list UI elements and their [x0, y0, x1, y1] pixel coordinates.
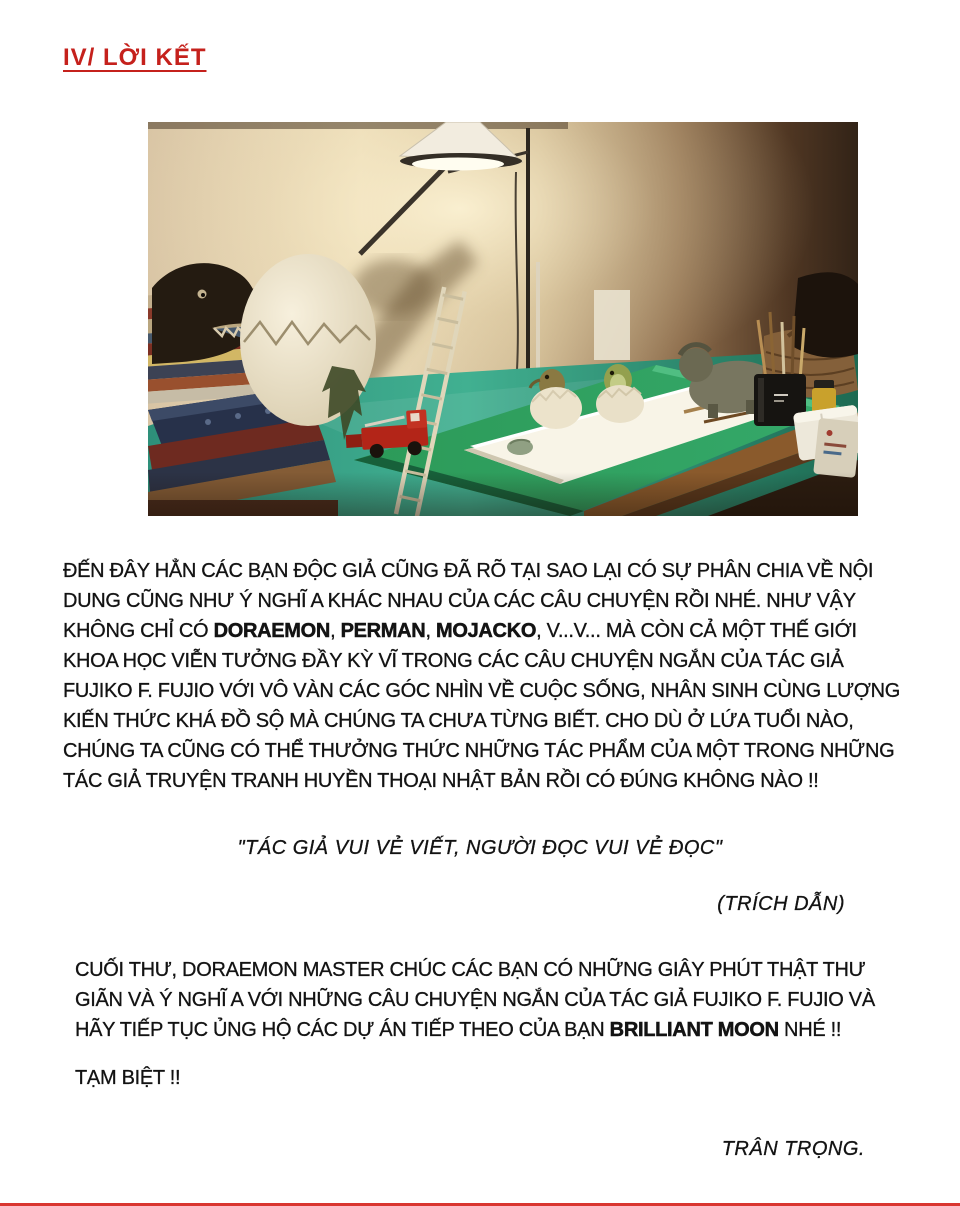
emphasized-text: MOJACKO: [435, 620, 537, 642]
body-text-segment: CUỐI THƯ, DORAEMON MASTER CHÚC CÁC BẠN CÓ NHỮNG GIÂY PHÚT THẬT THƯ GIÃN VÀ Ý NGHĨ A VỚI NHỮNG CÂU CHUYỆN NGẮN CỦA TÁC GIẢ FUJIKO F. FUJIO VÀ HÃY TIẾP TỤC ỦNG HỘ CÁC DỰ ÁN TIẾP THEO CỦA BẠN: [75, 959, 875, 1041]
paragraph-farewell: [75, 955, 910, 1045]
eraser: [507, 439, 533, 455]
emphasized-text: BRILLIANT MOON: [609, 1019, 779, 1041]
body-text-segment: ĐẾN ĐÂY HẲN CÁC BẠN ĐỘC GIẢ CŨNG ĐÃ RÕ TẠI SAO LẠI CÓ SỰ PHÂN CHIA VỀ NỘI DUNG CŨNG NHƯ Ý NGHĨ A KHÁC NHAU CỦA CÁC CÂU CHUYỆN RỒI NHÉ. NHƯ VẬY KHÔNG CHỈ CÓ: [63, 560, 874, 642]
body-text-segment: NHÉ !!: [778, 1019, 842, 1041]
paragraph-conclusion: [63, 556, 908, 796]
printed-cup: [813, 418, 858, 478]
desk-photo: [148, 122, 858, 516]
section-heading: IV/ LỜI KẾT: [63, 44, 207, 71]
body-text-segment: ,: [330, 620, 341, 642]
bottom-vignette: [148, 472, 858, 516]
desk-photo-illustration: [148, 122, 858, 516]
goodbye-line: TẠM BIỆT !!: [75, 1067, 181, 1089]
citation-line: (TRÍCH DẪN): [717, 893, 845, 915]
emphasized-text: PERMAN: [340, 620, 426, 642]
emphasized-text: DORAEMON: [213, 620, 331, 642]
body-text-segment: ,: [425, 620, 436, 642]
quote-line: "TÁC GIẢ VUI VẺ VIẾT, NGƯỜI ĐỌC VUI VẺ ĐỌC": [237, 837, 723, 859]
closing-line: TRÂN TRỌNG.: [721, 1138, 865, 1160]
body-text-segment: , V...V... MÀ CÒN CẢ MỘT THẾ GIỚI KHOA HỌC VIỄN TƯỞNG ĐẦY KỲ VĨ TRONG CÁC CÂU CHUYỆN NGẮN CỦA TÁC GIẢ FUJIKO F. FUJIO VỚI VÔ VÀN CÁC GÓC NHÌN VỀ CUỘC SỐNG, NHÂN SINH CÙNG LƯỢNG KIẾN THỨC KHÁ ĐỒ SỘ MÀ CHÚNG TA CHƯA TỪNG BIẾT. CHO DÙ Ở LỨA TUỔI NÀO, CHÚNG TA CŨNG CÓ THỂ THƯỞNG THỨC NHỮNG TÁC PHẨM CỦA MỘT TRONG NHỮNG TÁC GIẢ TRUYỆN TRANH HUYỀN THOẠI NHẬT BẢN RỒI CÓ ĐÚNG KHÔNG NÀO !!: [63, 620, 901, 792]
ceiling-edge: [148, 122, 568, 129]
white-panel: [594, 290, 630, 360]
